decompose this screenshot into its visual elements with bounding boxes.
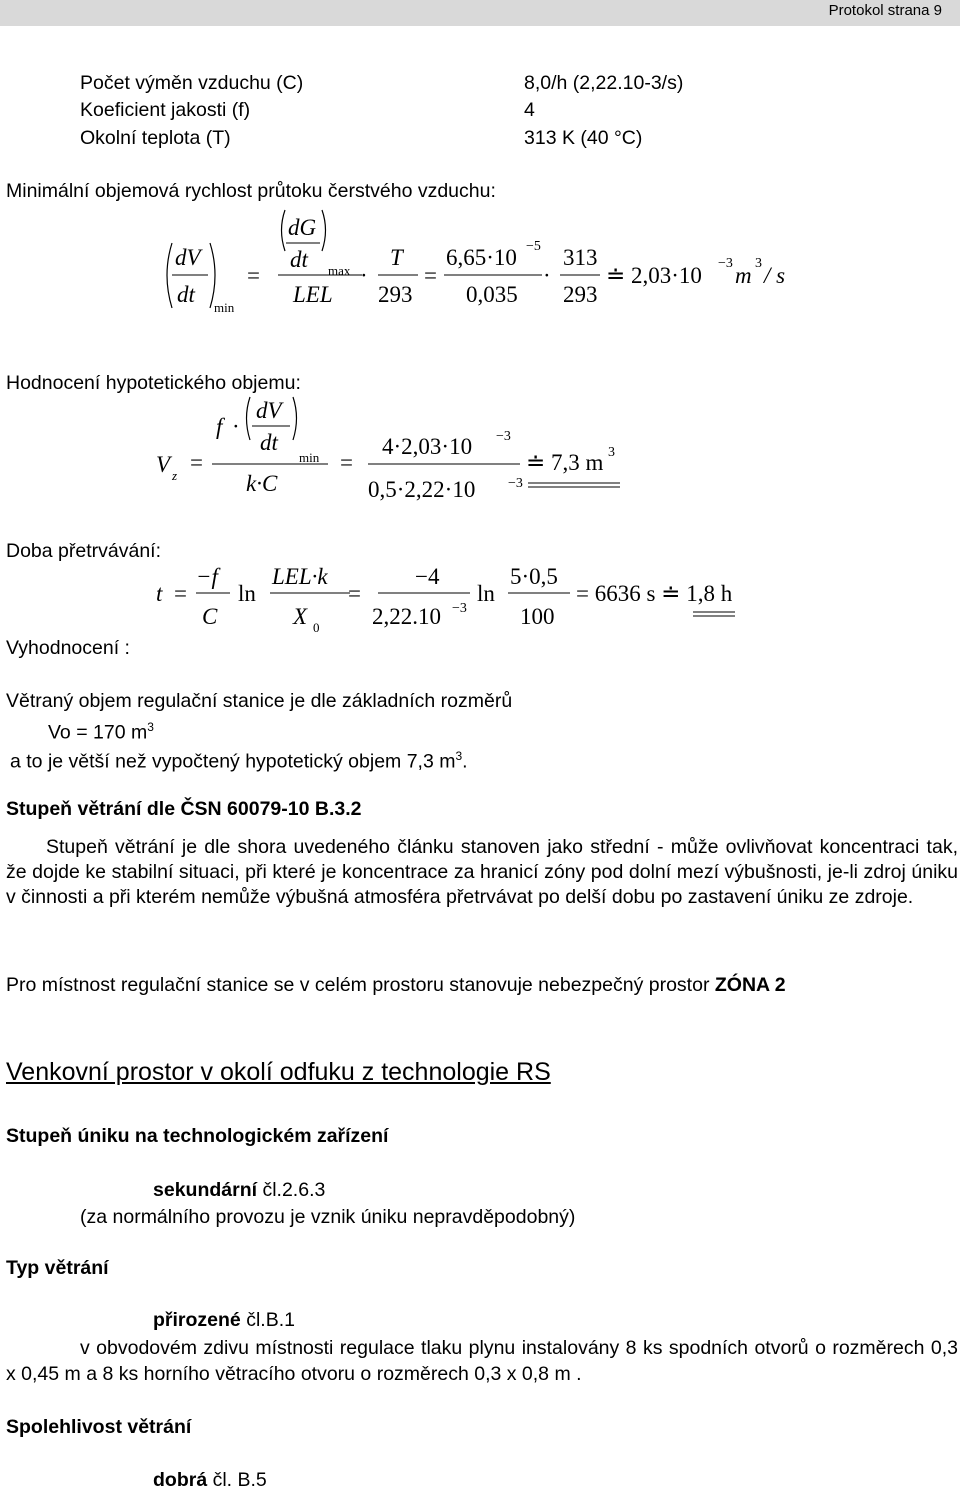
eq2-result-exp: 3: [608, 445, 615, 460]
eq1-lhs-num: dV: [175, 245, 201, 270]
eq2-mid-num-exp: −3: [496, 429, 511, 444]
compare-line: [10, 749, 468, 774]
param-value-ambient-temp: 313 K (40 °C): [524, 127, 643, 149]
eq1-665: 6,65·10: [446, 245, 517, 270]
page-header-bar: [0, 0, 960, 26]
svg-text:=: =: [348, 581, 361, 606]
eq3-lel-k: LEL·k: [272, 564, 328, 589]
eq1-dg: dG: [288, 215, 317, 240]
release-grade-note: (za normálního provozu je vznik úniku nepravděpodobný): [80, 1206, 576, 1228]
eq1-lhs-sub: min: [214, 300, 235, 315]
svg-text:=: =: [340, 450, 353, 475]
eq1-293a: 293: [378, 282, 413, 307]
persistence-label: Doba přetrvávání:: [6, 540, 162, 562]
eq1-tail: / s: [764, 263, 786, 288]
eq2-min-sub: min: [299, 450, 320, 465]
vent-type-paragraph: v obvodovém zdivu místnosti regulace tlaku plynu instalovány 8 ks spodních otvorů o rozměrech 0,3 x 0,45 m a 8 ks horního větracího otvoru o rozměrech 0,3 x 0,8 m .: [6, 1337, 958, 1385]
zone-line: [6, 974, 786, 997]
eq2-dv: dV: [256, 398, 282, 423]
svg-text:·: ·: [360, 263, 368, 288]
vent-degree-heading: Stupeň větrání dle ČSN 60079-10 B.3.2: [6, 798, 362, 820]
eq1-293b: 293: [563, 282, 598, 307]
reliability-ref: čl. B.5: [207, 1469, 267, 1491]
eq2-dt: dt: [260, 430, 278, 455]
vo-exp: 3: [147, 720, 154, 734]
eq1-313: 313: [563, 245, 598, 270]
eq2-den: k·C: [246, 471, 278, 496]
eq1-665-exp: −5: [526, 239, 541, 254]
reliability-heading: Spolehlivost větrání: [6, 1416, 192, 1438]
param-label-air-changes: Počet výměn vzduchu (C): [80, 72, 304, 94]
reliability-value: [153, 1469, 267, 1492]
eq3-505: 5·0,5: [510, 564, 558, 589]
eq1-result-exp: −3: [718, 256, 733, 271]
svg-text:=: =: [247, 263, 260, 288]
compare-exp: 3: [455, 749, 463, 763]
vent-type-ref: čl.B.1: [240, 1309, 295, 1331]
eq1-dt: dt: [290, 247, 308, 272]
compare-text: a to je větší než vypočtený hypotetický objem 7,3 m: [10, 750, 456, 773]
release-grade-ref: čl.2.6.3: [257, 1179, 326, 1201]
eq1-max-sub: max: [328, 263, 351, 278]
ventilated-volume-line: Větraný objem regulační stanice je dle základních rozměrů: [6, 690, 513, 712]
eq1-t: T: [390, 245, 403, 270]
svg-text:·: ·: [543, 263, 551, 288]
vent-degree-paragraph: Stupeň větrání je dle shora uvedeného článku stanoven jako střední - může ovlivňovat koncentraci tak, že dojde ke stabilní situaci, při které je koncentrace za hranicí zóny pod dolní mezí výbušnosti, je-li zdroj úniku v činnosti a při kterém nemůže výbušná atmosféra přetrvávat po delší dobu po zastavení úniku ze zdroje.: [6, 836, 958, 908]
eq3-lhs: t: [156, 581, 163, 606]
param-value-quality-coef: 4: [524, 99, 535, 121]
min-flow-label: Minimální objemová rychlost průtoku čerstvého vzduchu:: [6, 180, 496, 202]
eq3-f: −f: [196, 564, 218, 589]
eq1-unit-exp: 3: [755, 256, 762, 271]
vo-line: [48, 720, 154, 745]
outdoor-space-heading: Venkovní prostor v okolí odfuku z technologie RS: [6, 1058, 551, 1086]
eq2-mid-den-exp: −3: [508, 476, 523, 491]
vent-type-value: [153, 1309, 295, 1332]
equation-persistence-time: [150, 560, 750, 640]
eq1-lel: LEL: [293, 282, 333, 307]
page-number-label: Protokol strana 9: [828, 2, 942, 19]
eq3-x0: X: [293, 604, 308, 629]
hypo-volume-label: Hodnocení hypotetického objemu:: [6, 372, 301, 394]
eq3-c: C: [202, 604, 218, 629]
svg-text:·: ·: [232, 414, 240, 439]
param-label-ambient-temp: Okolní teplota (T): [80, 127, 231, 149]
vo-text: Vo = 170 m: [48, 721, 148, 744]
eq3-100: 100: [520, 604, 555, 629]
eq2-mid-den: 0,5·2,22·10: [368, 477, 476, 502]
evaluation-label: Vyhodnocení :: [6, 637, 130, 659]
eq1-result: ≐ 2,03·10: [606, 263, 702, 288]
equation-min-flow: [150, 205, 800, 320]
eq3-ln1: ln: [238, 581, 256, 606]
eq3-222: 2,22.10: [372, 604, 441, 629]
release-grade-bold: sekundární: [153, 1179, 258, 1201]
eq3-result: = 6636 s ≐ 1,8 h: [576, 581, 733, 606]
eq2-f: f: [216, 414, 223, 439]
eq1-lhs-den: dt: [177, 282, 195, 307]
eq2-lhs-sub: z: [172, 468, 178, 483]
reliability-bold: dobrá: [153, 1469, 208, 1491]
release-grade-heading: Stupeň úniku na technologickém zařízení: [6, 1125, 389, 1147]
vent-type-heading: Typ větrání: [6, 1257, 109, 1279]
eq1-unit: m: [735, 263, 752, 288]
eq3-222-exp: −3: [452, 601, 467, 616]
eq3-x0-sub: 0: [313, 620, 320, 635]
svg-text:=: =: [424, 263, 437, 288]
eq3-ln2: ln: [477, 581, 495, 606]
param-label-quality-coef: Koeficient jakosti (f): [80, 99, 251, 121]
zone-line-text: Pro místnost regulační stanice se v celém prostoru stanovuje nebezpečný prostor: [6, 974, 715, 996]
compare-end: .: [462, 750, 468, 773]
vent-type-bold: přirozené: [153, 1309, 241, 1331]
zone-value: ZÓNA 2: [714, 974, 786, 996]
eq2-mid-num: 4·2,03·10: [382, 434, 473, 459]
eq2-result: ≐ 7,3 m: [526, 450, 604, 475]
eq2-lhs: V: [156, 452, 171, 477]
eq3-minus4: −4: [415, 564, 440, 589]
eq1-0035: 0,035: [466, 282, 518, 307]
release-grade-value: [153, 1179, 325, 1202]
equation-hypothetical-volume: [150, 394, 650, 502]
svg-text:=: =: [174, 581, 187, 606]
param-value-air-changes: 8,0/h (2,22.10-3/s): [524, 72, 684, 94]
svg-text:=: =: [190, 450, 203, 475]
